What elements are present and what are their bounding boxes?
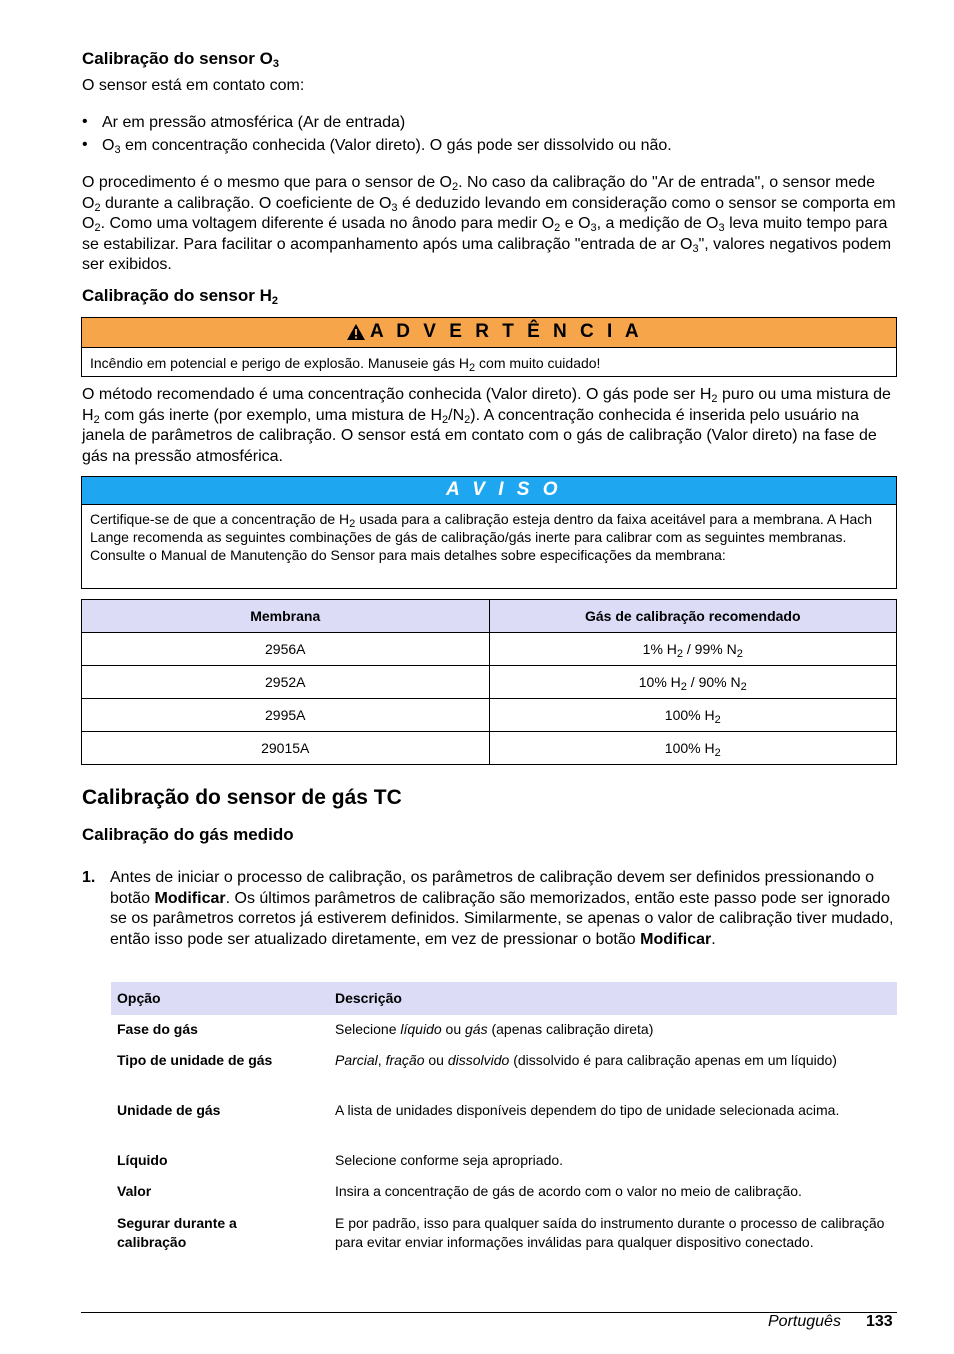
option-name: Unidade de gás bbox=[117, 1102, 221, 1118]
step-number: 1. bbox=[82, 869, 96, 886]
notice-box bbox=[81, 476, 897, 589]
table-row bbox=[111, 1015, 897, 1046]
column-header: Membrana bbox=[82, 600, 490, 633]
heading-h2-calibration: Calibração do sensor $H_2$ bbox=[82, 286, 279, 307]
heading-tc-calibration: Calibração do sensor de gás TC bbox=[82, 786, 402, 809]
gas-cell: 100% $H_2$ bbox=[489, 699, 897, 732]
table-row bbox=[111, 1096, 897, 1146]
column-header: Opção bbox=[117, 990, 161, 1006]
membrane-table bbox=[81, 599, 897, 765]
option-description: E por padrão, isso para qualquer saída do instrumento durante o processo de calibração para evitar enviar informações inválidas para qualquer dispositivo conectado. bbox=[335, 1215, 885, 1250]
h2-paragraph: O método recomendado é uma concentração conhecida (Valor direto). O gás pode ser $H_2$ puro ou uma mistura de $H_2$ com gás inerte (por exemplo, uma mistura de $H_2/N_2$). A concentração conhecida é inserida pelo usuário na janela de parâmetros de calibração. O sensor está em contato com o gás de calibração (Valor direto) na fase de gás na pressão atmosférica. bbox=[82, 386, 891, 465]
options-table bbox=[111, 982, 897, 1269]
option-name: Líquido bbox=[117, 1152, 168, 1168]
heading-o3-calibration: Calibração do sensor $O_3$ bbox=[82, 49, 279, 70]
step-text: Antes de iniciar o processo de calibração, os parâmetros de calibração devem ser definidos pressionando o botão Modificar. Os últimos parâmetros de calibração são memorizados, então este passo pode ser ignorado se os parâmetros corretos já estiverem definidos. Similarmente, se apenas o valor de calibração tiver mudado, então isso pode ser atualizado diretamente, em vez de pressionar o botão Modificar. bbox=[110, 869, 894, 948]
membrane-cell: 29015A bbox=[82, 732, 490, 765]
footer-language: Português bbox=[768, 1313, 841, 1330]
membrane-cell: 2995A bbox=[82, 699, 490, 732]
table-row bbox=[82, 666, 897, 699]
o3-intro: O sensor está em contato com: bbox=[82, 77, 305, 94]
gas-cell: 100% $H_2$ bbox=[489, 732, 897, 765]
list-item: $O_3$ em concentração conhecida (Valor direto). O gás pode ser dissolvido ou não. bbox=[102, 137, 672, 156]
bullet-marker: • bbox=[82, 136, 88, 153]
table-row bbox=[111, 1209, 897, 1269]
membrane-cell: 2952A bbox=[82, 666, 490, 699]
page-number: 133 bbox=[866, 1313, 893, 1330]
heading-measured-gas: Calibração do gás medido bbox=[82, 825, 294, 844]
warning-triangle-icon bbox=[346, 323, 366, 341]
option-description: A lista de unidades disponíveis dependem do tipo de unidade selecionada acima. bbox=[335, 1102, 840, 1118]
option-name: Fase do gás bbox=[117, 1021, 198, 1037]
table-row bbox=[111, 1046, 897, 1096]
option-description: Selecione líquido ou gás (apenas calibração direta) bbox=[335, 1021, 654, 1037]
options-header-row bbox=[111, 982, 897, 1015]
table-row bbox=[82, 732, 897, 765]
gas-cell: 10% $H_2 / 90\%$ $N_2$ bbox=[489, 666, 897, 699]
warning-text: Incêndio em potencial e perigo de explosão. Manuseie gás $H_2$ com muito cuidado! bbox=[90, 355, 601, 374]
table-row bbox=[82, 633, 897, 666]
option-name: Segurar durante a calibração bbox=[117, 1215, 237, 1250]
warning-header bbox=[82, 318, 896, 348]
list-item: Ar em pressão atmosférica (Ar de entrada) bbox=[102, 114, 406, 131]
table-header-row bbox=[82, 600, 897, 633]
notice-text: Certifique-se de que a concentração de $H_2$ usada para a calibração esteja dentro da faixa aceitável para a membrana. A Hach Lange recomenda as seguintes combinações de gás de calibração/gás inerte para calibrar com as seguintes membranas. Consulte o Manual de Manutenção do Sensor para mais detalhes sobre especificações da membrana: bbox=[90, 511, 873, 563]
o3-paragraph: O procedimento é o mesmo que para o sensor de $O_2$. No caso da calibração do "Ar de entrada", o sensor mede $O_2$ durante a calibração. O coeficiente de $O_3$ é deduzido levando em consideração como o sensor se comporta em $O_2$. Como uma voltagem diferente é usada no ânodo para medir $O_2$ e $O_3$, a medição de $O_3$ leva muito tempo para se estabilizar. Para facilitar o acompanhamento após uma calibração "entrada de ar $O_3$", valores negativos podem ser exibidos. bbox=[82, 174, 896, 273]
bullet-marker: • bbox=[82, 113, 88, 130]
option-name: Valor bbox=[117, 1183, 152, 1199]
table-row bbox=[111, 1146, 897, 1177]
column-header: Gás de calibração recomendado bbox=[489, 600, 897, 633]
gas-cell: 1% $H_2 / 99\%$ $N_2$ bbox=[489, 633, 897, 666]
warning-title: A D V E R T Ê N C I A bbox=[370, 321, 643, 342]
option-name: Tipo de unidade de gás bbox=[117, 1052, 273, 1068]
table-row bbox=[111, 1177, 897, 1209]
option-description: Insira a concentração de gás de acordo com o valor no meio de calibração. bbox=[335, 1183, 802, 1199]
notice-header bbox=[82, 477, 896, 505]
option-description: Selecione conforme seja apropriado. bbox=[335, 1152, 564, 1168]
table-row bbox=[82, 699, 897, 732]
membrane-cell: 2956A bbox=[82, 633, 490, 666]
option-description: Parcial, fração ou dissolvido (dissolvido é para calibração apenas em um líquido) bbox=[335, 1052, 837, 1068]
notice-title: A V I S O bbox=[446, 479, 562, 500]
column-header: Descrição bbox=[335, 990, 402, 1006]
warning-box bbox=[81, 317, 897, 377]
